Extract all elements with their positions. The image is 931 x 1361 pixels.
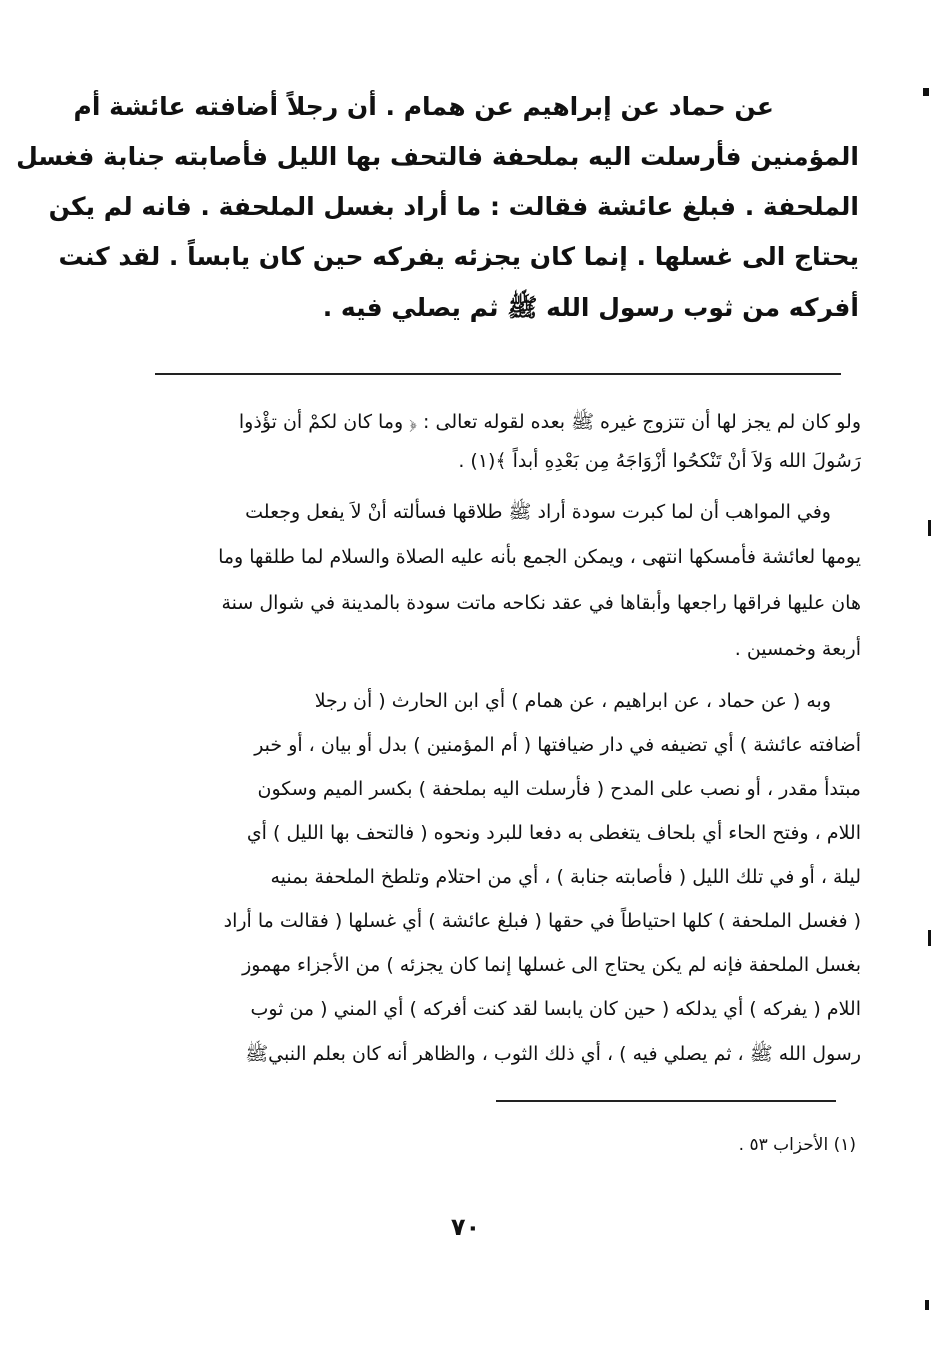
hadith-text [16, 92, 859, 332]
section-divider [155, 373, 841, 375]
commentary-line: أربعة وخمسين . [734, 638, 861, 660]
commentary-line: وبه ( عن حماد ، عن ابراهيم ، عن همام ) أي ابن الحارث ( أن رجلا [314, 690, 831, 712]
commentary-line: رَسُولَ الله وَلاَ أنْ تَنْكحُوا أزْوَاجَهُ مِن بَعْدِهِ أبداً ﴾(١) . [458, 450, 861, 472]
commentary-line: يومها لعائشة فأمسكها انتهى ، ويمكن الجمع بأنه عليه الصلاة والسلام لما طلقها وما [218, 546, 861, 568]
commentary-line: مبتدأ مقدر ، أو نصب على المدح ( فأرسلت اليه بملحفة ) بكسر الميم وسكون [257, 778, 861, 800]
commentary-line: بغسل الملحفة فإنه لم يكن يحتاج الى غسلها إنما كان يجزئه ) من الأجزاء مهموز [242, 954, 861, 976]
footnote: (١) الأحزاب ٥٣ . [738, 1135, 856, 1155]
scan-mark [925, 1300, 929, 1310]
hadith-line: المؤمنين فأرسلت اليه بملحفة فالتحف بها الليل فأصابته جنابة فغسل [16, 142, 859, 171]
commentary-line: ( فغسل الملحفة ) كلها احتياطاً في حقها ( فبلغ عائشة ) أي غسلها ( فقالت ما أراد [223, 910, 861, 932]
commentary-text [130, 410, 861, 1090]
hadith-line: أفركه من ثوب رسول الله ﷺ ثم يصلي فيه . [322, 293, 859, 322]
commentary-line: ليلة ، أو في تلك الليل ( فأصابته جنابة ) ، أي من احتلام وتلطخ الملحفة بمنيه [270, 866, 861, 888]
page-number: ٧٠ [450, 1213, 481, 1241]
hadith-line: يحتاج الى غسلها . إنما كان يجزئه يفركه حين كان يابساً . لقد كنت [58, 242, 859, 271]
footnote-divider [496, 1100, 836, 1102]
scan-mark [923, 88, 929, 96]
commentary-line: هان عليها فراقها راجعها وأبقاها في عقد نكاحه ماتت سودة بالمدينة في شوال سنة [221, 592, 861, 614]
hadith-line: عن حماد عن إبراهيم عن همام . أن رجلاً أضافته عائشة أم [73, 92, 774, 121]
commentary-line: وفي المواهب أن لما كبرت سودة أراد ﷺ طلاقها فسألته أنْ لاَ يفعل وجعلت [245, 501, 831, 523]
commentary-line: اللام ، وفتح الحاء أي بلحاف يتغطى به دفعا للبرد ونحوه ( فالتحف بها الليل ) أي [246, 822, 861, 844]
commentary-line: اللام ( يفركه ) أي يدلكه ( حين كان يابسا لقد كنت أفركه ) أي المني ( من ثوب [250, 998, 861, 1020]
hadith-line: الملحفة . فبلغ عائشة فقالت : ما أراد بغسل الملحفة . فانه لم يكن [48, 192, 859, 221]
commentary-line: رسول الله ﷺ ، ثم يصلي فيه ) ، أي ذلك الثوب ، والظاهر أنه كان بعلم النبيﷺ [245, 1043, 861, 1065]
commentary-line: ولو كان لم يجز لها أن تتزوج غيره ﷺ بعده لقوله تعالى : ﴿ وما كان لكمْ أن تؤْذوا [238, 411, 861, 433]
commentary-line: أضافته عائشة ) أي تضيفه في دار ضيافتها ( أم المؤمنين ) بدل أو بيان ، أو خبر [254, 734, 861, 756]
